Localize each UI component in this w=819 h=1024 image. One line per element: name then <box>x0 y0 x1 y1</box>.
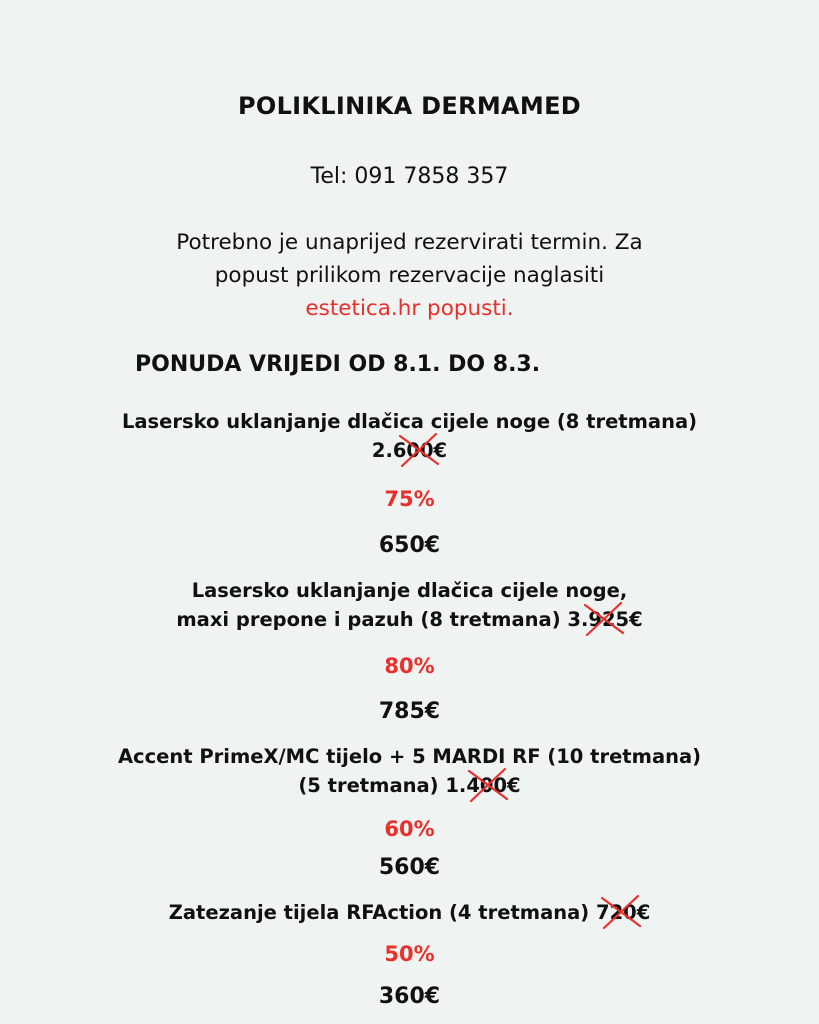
intro-line-1: Potrebno je unaprijed rezervirati termin. Za <box>176 230 643 255</box>
page-title: POLIKLINIKA DERMAMED <box>237 92 582 120</box>
phone-number: Tel: 091 7858 357 <box>310 164 509 189</box>
offer-3-name-line-2 <box>0 771 819 800</box>
offer-2-old-price <box>567 605 642 634</box>
offer-1-name <box>0 407 819 465</box>
offer-4-name-prefix: Zatezanje tijela RFAction (4 tretmana) <box>168 901 596 924</box>
offer-4-name <box>0 898 819 927</box>
offer-1-old-price <box>372 436 447 465</box>
offer-3-discount: 60% <box>384 817 435 841</box>
offer-3-name <box>0 742 819 800</box>
offer-3-old-price <box>445 771 520 800</box>
offer-1-new-price: 650€ <box>378 533 441 558</box>
offer-3-name-prefix: (5 tretmana) <box>298 774 446 797</box>
offer-1-name-line-1: Lasersko uklanjanje dlačica cijele noge (8 tretmana) <box>121 410 698 433</box>
offer-4-new-price: 360€ <box>378 984 441 1009</box>
offer-3-name-line-1: Accent PrimeX/MC tijelo + 5 MARDI RF (10 tretmana) <box>117 745 702 768</box>
offer-4-discount: 50% <box>384 942 435 966</box>
offer-1-name-line-2 <box>0 436 819 465</box>
offer-2-name <box>0 576 819 634</box>
validity-heading: PONUDA VRIJEDI OD 8.1. DO 8.3. <box>135 352 541 377</box>
offer-1-old-price-text: 2.600€ <box>371 439 448 462</box>
offer-2-name-line-2 <box>0 605 819 634</box>
offer-2-old-price-text: 3.925€ <box>567 608 643 631</box>
offer-2-new-price: 785€ <box>378 699 441 724</box>
offer-3-old-price-text: 1.400€ <box>445 774 521 797</box>
offer-1-discount: 75% <box>384 487 435 511</box>
offer-2-name-prefix: maxi prepone i pazuh (8 tretmana) <box>176 608 568 631</box>
offer-2-name-line-1: Lasersko uklanjanje dlačica cijele noge, <box>191 579 628 602</box>
offer-4-old-price <box>596 898 650 927</box>
offer-2-discount: 80% <box>384 654 435 678</box>
offer-4-old-price-text: 720€ <box>596 901 651 924</box>
intro-line-2: popust prilikom rezervacije naglasiti <box>214 263 605 288</box>
offer-4-name-line-1 <box>0 898 819 927</box>
offer-3-new-price: 560€ <box>378 855 441 880</box>
intro-highlight: estetica.hr popusti. <box>305 296 514 321</box>
intro-text <box>0 226 819 325</box>
